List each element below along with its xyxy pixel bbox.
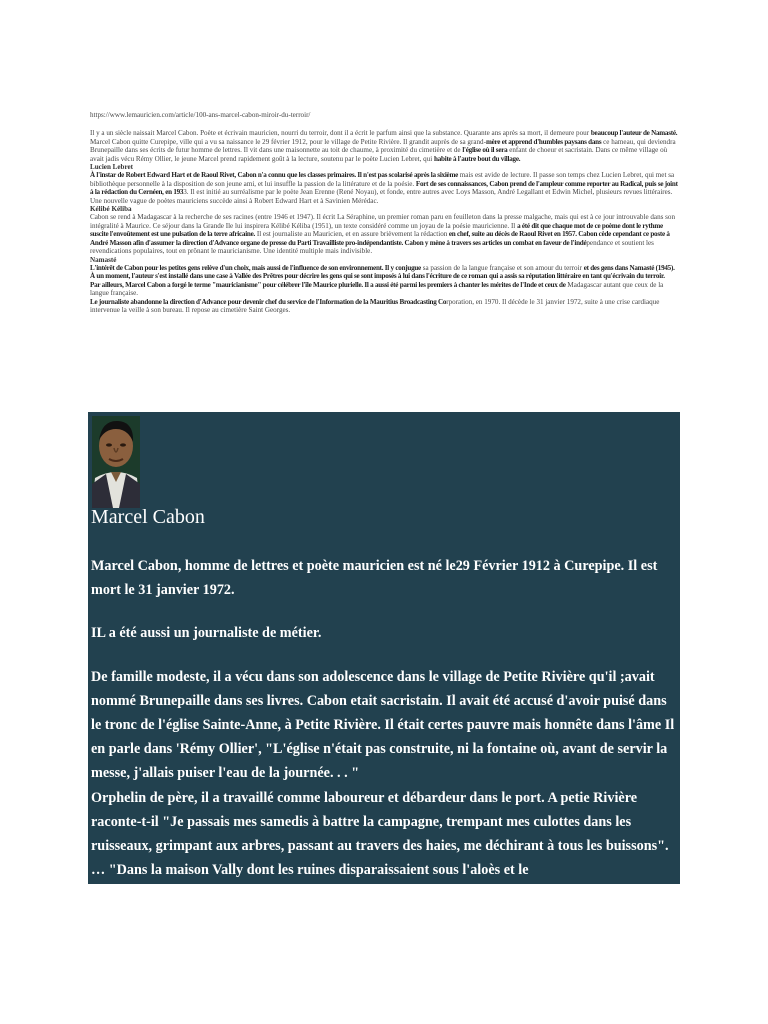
text: ce hameau, qui deviendra Brunepaille dans ses écrits de futur homme de lettres. Il vit dans une maisonnette au toit de chaume, à proximité du cimetière et de (90, 137, 676, 155)
intro-paragraph (90, 129, 678, 137)
bio-paragraph-journalist: IL a été aussi un journaliste de métier. (91, 625, 322, 642)
text-dense: habite à l'autre bout du village. (434, 154, 521, 163)
bio-paragraph-birth: Marcel Cabon, homme de lettres et poète mauricien est né le29 Février 1912 à Curepipe. Il est mort le 31 janvier 1972. (91, 558, 658, 599)
text-dense: qui a assis sa réputation littéraire en tant qu'écrivain du terroir. (488, 272, 665, 281)
section-heading-keliba: Kélibé Kéliba (90, 205, 132, 214)
paragraph-death (90, 298, 678, 315)
text-dense: Le journaliste abandonne la direction d'Advance pour devenir chef du service de l'Information de la Mauritius Broadcasting Co (90, 297, 447, 306)
text: sa passion de la langue française et son amour du terroir (420, 263, 582, 272)
text: 3. Il est initié au surréalisme par le poète Jean Erenne (René Noyau), et fonde, entre autres avec Loys Masson, André Legallant et Edwin Michel, plusieurs revues littéraires. Une nouvelle vague de poètes mauriciens succède ainsi à Robert Edward Hart et à Savinien Mérédac. (90, 188, 673, 205)
paragraph-childhood (90, 138, 678, 163)
intro-text-dense: beaucoup l'auteur de Namasté. (590, 129, 678, 138)
biography-panel (88, 412, 680, 884)
section-heading-namaste: Namasté (90, 255, 117, 264)
text-dense: et des gens dans Namasté (1945). À un moment, l'auteur s'est installé dans une case à Vallée des Prêtres pour décrire les gens qui se sont imposés à lui dans l'écriture de ce roman (90, 263, 675, 281)
text-dense: la direction d'Advance organe de presse du Parti Travailliste pro-indépendantiste. Cabon y mène à travers ses articles un combat en faveur de l'indé (175, 238, 587, 247)
section-heading-lebret: Lucien Lebret (90, 163, 134, 172)
text: pendance et soutient les revendications populaires, tout en prônant le mauricianisme. Une identité multiple mais indivisible. (90, 238, 654, 256)
person-name-heading: Marcel Cabon (91, 506, 205, 528)
text: Marcel Cabon quitte Curepipe, ville qui a vu sa naissance le 29 février 1912, pour le village de Petite Rivière. Il grandit auprès de sa grand- (90, 137, 486, 146)
paragraph-lebret (90, 171, 678, 205)
text-dense: À l'instar de Robert Edward Hart et de Raoul Rivet, Cabon n'a connu que les classes primaires. Il n'est pas scolarisé après la sixième (90, 171, 459, 180)
portrait-photo (92, 416, 140, 508)
text: Il est journaliste au Mauricien, et en assure brièvement la rédaction (256, 230, 448, 239)
text: mais est avide de lecture. Il passe son temps chez Lucien Lebret, qui met sa bibliothèque personnelle à la disposition de son jeune ami, et lui insuffle la passion de la littérature et de la poésie. (90, 171, 675, 188)
article-text (90, 111, 678, 314)
biography-body (91, 554, 677, 882)
text: suite à une crise cardiaque intervenue la veille à son bureau. Il repose au cimetière Saint Georges. (90, 297, 660, 314)
text-dense: mère et apprend d'humbles paysans dans (485, 137, 602, 146)
text-dense: en chef, suite au décès de Raoul Rivet en 1957. Cabon cède cependant ce poste à André Masson afin d'assumer (90, 230, 670, 247)
text-dense: Par ailleurs, Marcel Cabon a forgé le terme "mauricianisme" pour célébrer l'île Maurice plurielle. Il a aussi été parmi les premiers à chanter les mérites de l'Inde et ceux de (90, 280, 566, 289)
paragraph-mauricianisme (90, 281, 678, 298)
text-dense: L'intérêt de Cabon pour les petites gens relève d'un choix, mais aussi de l'influence de son environnement. Il y conjugue (90, 263, 421, 272)
paragraph-keliba (90, 213, 678, 255)
bio-paragraph-orphan: Orphelin de père, il a travaillé comme laboureur et débardeur dans le port. A petie Rivière raconte-t-il "Je passais mes samedis à battre la campagne, trempant mes culottes dans les ruisseaux, grimpant aux arbres, passant au travers des haies, me déchirant à tous les buissons". … "Dans la maison Vally dont les ruines disparaissaient sous l'aloès et le (91, 789, 669, 879)
text: Madagascar autant que ceux de la langue française. (90, 280, 664, 298)
source-url[interactable]: https://www.lemauricien.com/article/100-ans-marcel-cabon-miroir-du-terroir/ (90, 111, 311, 119)
text: enfant de choeur et sacristain. Dans ce même village où avait jadis vécu Rémy Ollier, le jeune Marcel prend rapidement goût à la lecture, soutenu par le poète Lucien Lebret, qui (90, 146, 668, 163)
text: Cabon se rend à Madagascar à la recherche de ses racines (entre 1946 et 1947). Il écrit La Séraphine, un premier roman paru en feuilleton dans la presse malgache, mais qui est à ce jour introuvable dans son intégralité à Maurice. Ce séjour dans la Grande Ile lui inspirera Kélibé Kéliba (1951), un texte considéré comme un joyau de la poésie mauricienne. Il (90, 213, 676, 230)
bio-paragraph-childhood: De famille modeste, il a vécu dans son adolescence dans le village de Petite Rivière qu'il ;avait nommé Brunepaille dans ses livres. Cabon etait sacristain. Il avait été accusé d'avoir puisé dans le tronc de l'église Sainte-Anne, à Petite Rivière. Il était certes pauvre mais honnête dans l'âme Il en parle dans 'Rémy Ollier', "L'église n'était pas construite, ni la fontaine où, avant de servir la messe, j'allais puiser l'eau de la journée. . . " (91, 668, 675, 782)
text-dense: Fort de ses connaissances, Cabon prend de l'ampleur comme reporter au Radical, puis se joint à la rédaction du Cernéen, en 193 (90, 179, 678, 197)
text-dense: a été dit que chaque mot de ce poème dont le rythme suscite l'envoûtement est une pulsation de la terre africaine. (90, 221, 663, 239)
paragraph-namaste (90, 264, 678, 281)
intro-text: Il y a un siècle naissait Marcel Cabon. Poète et écrivain mauricien, nourri du terroir, dont il a écrit le parfum ainsi que la substance. Quarante ans après sa mort, il demeure pour (90, 129, 590, 138)
portrait-image (92, 416, 140, 508)
text: rporation, en 1970. Il décède le 31 janvier 1972, (446, 297, 583, 306)
text-dense: l'église où il sera (462, 146, 508, 155)
